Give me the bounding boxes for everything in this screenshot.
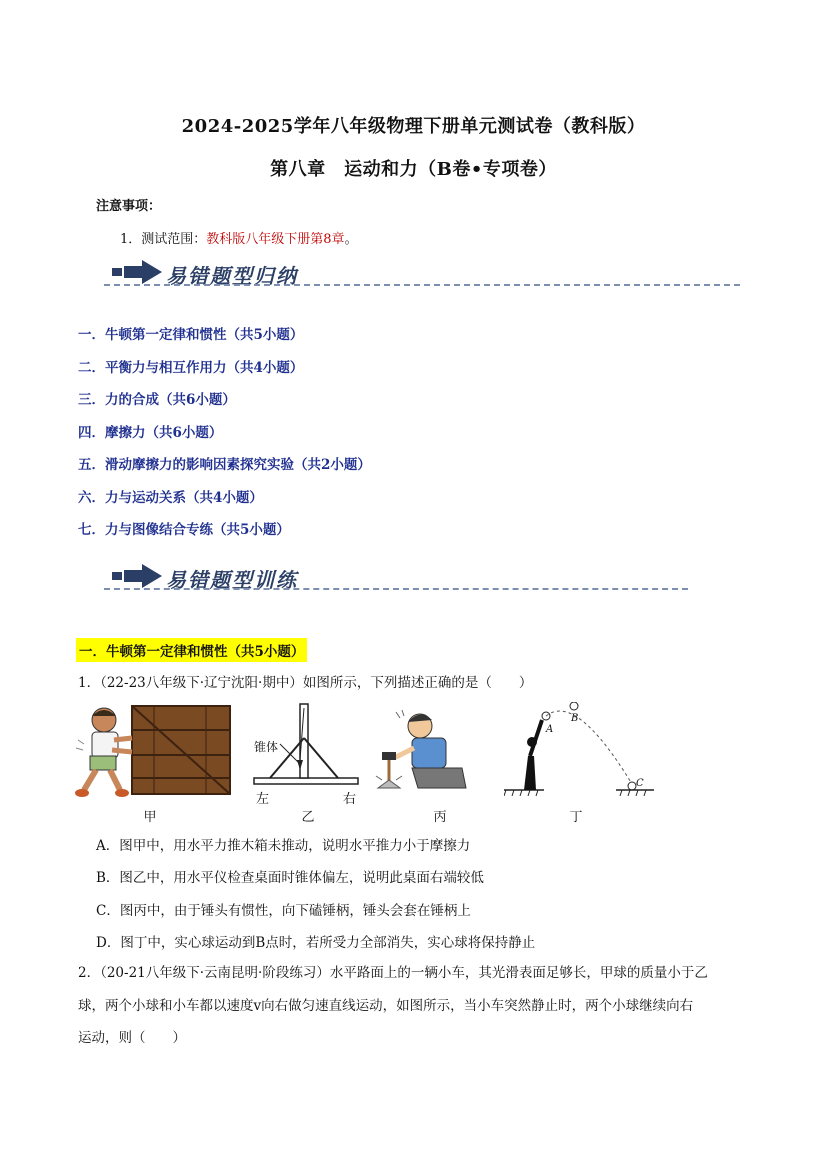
question-2-line-2: 球，两个小球和小车都以速度v向右做匀速直线运动，如图所示，当小车突然静止时，两个小球继续向右 bbox=[78, 998, 694, 1014]
banner-training-text: 易错题型训练 bbox=[166, 568, 298, 592]
notice-item-red: 教科版八年级下册第8章 bbox=[206, 232, 345, 247]
toc-item-2: 二．平衡力与相互作用力（共4小题） bbox=[78, 360, 304, 376]
question-1-option-c: C．图丙中，由于锤头有惯性，向下磕锤柄，锤头会套在锤柄上 bbox=[96, 903, 471, 919]
figure-label-B: B bbox=[571, 713, 579, 724]
figure-ding bbox=[504, 702, 654, 802]
figure-label-jia: 甲 bbox=[143, 810, 157, 825]
figure-label-left: 左 bbox=[256, 792, 270, 807]
question-2-line-1: 2．（20-21八年级下·云南昆明·阶段练习）水平路面上的一辆小车，其光滑表面足够长，甲球的质量小于乙 bbox=[78, 965, 708, 981]
figure-bing bbox=[372, 706, 484, 800]
question-1-option-b: B．图乙中，用水平仪检查桌面时锥体偏左，说明此桌面右端较低 bbox=[96, 870, 484, 886]
figure-label-C: C bbox=[636, 778, 644, 789]
banner-divider bbox=[104, 588, 688, 590]
toc-item-1: 一．牛顿第一定律和惯性（共5小题） bbox=[78, 327, 304, 343]
figure-label-ding: 丁 bbox=[569, 810, 583, 825]
figure-label-zhuiti: 锥体 bbox=[254, 740, 279, 754]
title-line-2: 第八章 运动和力（B卷•专项卷） bbox=[270, 159, 557, 180]
figure-label-A: A bbox=[546, 724, 554, 735]
figure-jia bbox=[74, 700, 234, 804]
notice-item-suffix: 。 bbox=[344, 232, 358, 247]
question-2-line-3: 运动，则（ ） bbox=[78, 1030, 186, 1046]
toc-item-6: 六．力与运动关系（共4小题） bbox=[78, 490, 263, 506]
notice-title: 注意事项： bbox=[96, 199, 162, 214]
banner-summary bbox=[104, 256, 740, 290]
toc-item-4: 四．摩擦力（共6小题） bbox=[78, 425, 223, 441]
figure-label-right: 右 bbox=[343, 792, 357, 807]
question-1-stem: 1．（22-23八年级下·辽宁沈阳·期中）如图所示，下列描述正确的是（ ） bbox=[78, 675, 533, 691]
notice-item-prefix: 1．测试范围： bbox=[120, 232, 207, 247]
banner-training bbox=[104, 560, 688, 594]
toc-item-7: 七．力与图像结合专练（共5小题） bbox=[78, 522, 290, 538]
banner-divider bbox=[104, 284, 740, 286]
section-heading-1: 一．牛顿第一定律和惯性（共5小题） bbox=[76, 638, 307, 662]
title-line-1: 2024-2025学年八年级物理下册单元测试卷（教科版） bbox=[181, 116, 646, 137]
question-1-option-d: D．图丁中，实心球运动到B点时，若所受力全部消失，实心球将保持静止 bbox=[96, 935, 536, 951]
question-1-option-a: A．图甲中，用水平力推木箱未推动，说明水平推力小于摩擦力 bbox=[96, 838, 471, 854]
toc-item-5: 五．滑动摩擦力的影响因素探究实验（共2小题） bbox=[78, 457, 371, 473]
notice-item-1 bbox=[120, 228, 358, 247]
figure-label-bing: 丙 bbox=[433, 810, 447, 825]
toc-item-3: 三．力的合成（共6小题） bbox=[78, 392, 236, 408]
figure-label-yi: 乙 bbox=[301, 810, 315, 825]
banner-summary-text: 易错题型归纳 bbox=[166, 264, 298, 288]
